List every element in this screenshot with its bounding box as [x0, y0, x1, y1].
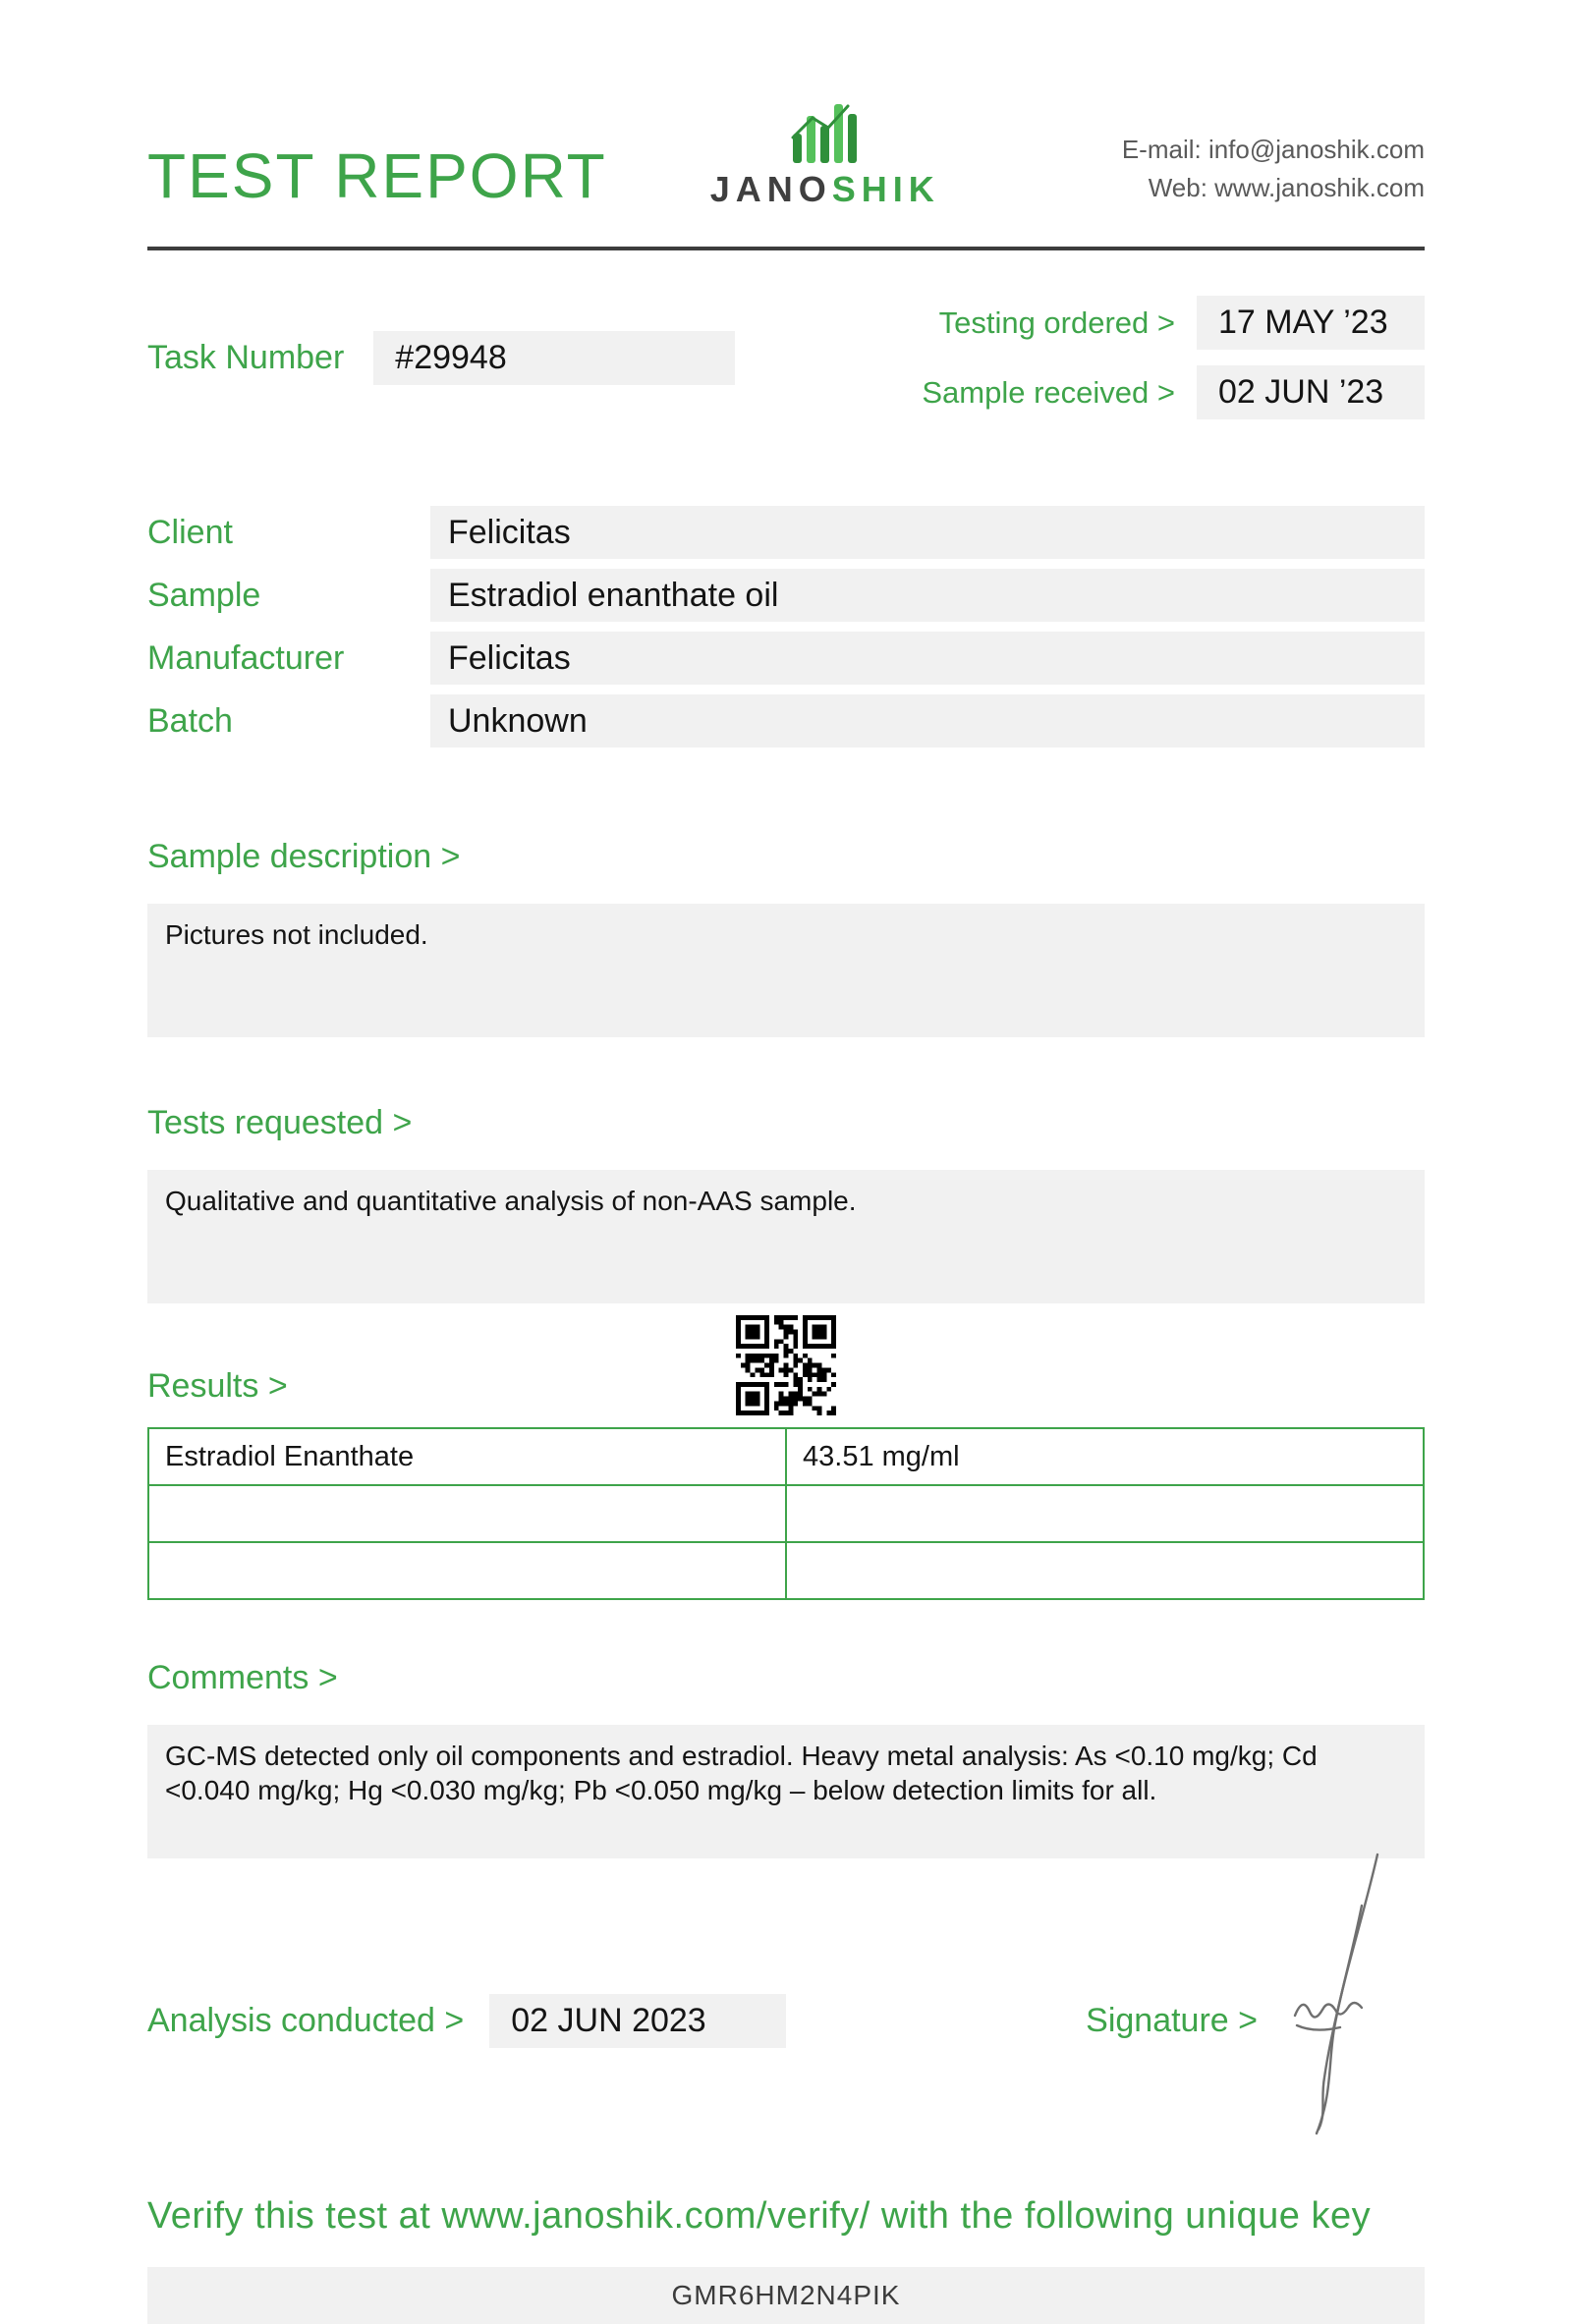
sample-label: Sample [147, 576, 261, 614]
contact-email: E-mail: info@janoshik.com [1121, 135, 1425, 164]
result-value [786, 1485, 1424, 1542]
results-header [147, 1303, 1425, 1419]
results-table [147, 1427, 1425, 1600]
task-number-label: Task Number [147, 338, 345, 376]
analysis-date-value: 02 JUN 2023 [489, 1994, 786, 2048]
sample-received-label: Sample received > [922, 374, 1175, 410]
table-row [148, 1485, 1424, 1542]
result-value [786, 1542, 1424, 1599]
page-title: TEST REPORT [147, 140, 607, 211]
qr-code [736, 1315, 836, 1415]
client-label: Client [147, 513, 233, 551]
client-value: Felicitas [430, 506, 1425, 559]
signature-image [1267, 1847, 1415, 2141]
contact-web: Web: www.janoshik.com [1148, 173, 1425, 202]
unique-key: GMR6HM2N4PIK [147, 2267, 1425, 2324]
comments-body: GC-MS detected only oil components and estradiol. Heavy metal analysis: As <0.10 mg/kg; Cd <0.040 mg/kg; Hg <0.030 mg/kg; Pb <0.050 mg/kg – below detection limits for all. [147, 1725, 1425, 1858]
comments-heading: Comments > [147, 1659, 338, 1696]
batch-label: Batch [147, 701, 233, 740]
info-row-batch [147, 694, 1425, 747]
tests-requested-body: Qualitative and quantitative analysis of non-AAS sample. [147, 1170, 1425, 1303]
result-name [148, 1485, 786, 1542]
batch-value: Unknown [430, 694, 1425, 747]
task-section [147, 296, 1425, 419]
manufacturer-value: Felicitas [430, 632, 1425, 685]
analysis-conducted [147, 1994, 786, 2048]
results-heading: Results > [147, 1367, 288, 1405]
signature-label: Signature > [1086, 2002, 1258, 2039]
bar-chart-logo-icon [710, 98, 940, 168]
result-value: 43.51 mg/ml [786, 1428, 1424, 1485]
testing-ordered-row [939, 296, 1425, 350]
manufacturer-label: Manufacturer [147, 638, 345, 677]
sample-description-heading: Sample description > [147, 838, 461, 875]
analysis-signature-row [147, 1994, 1425, 2048]
info-row-manufacturer [147, 632, 1425, 685]
task-number-value: #29948 [373, 331, 735, 385]
info-row-sample [147, 569, 1425, 622]
sample-info-section [147, 506, 1425, 747]
report-header [147, 0, 1425, 211]
result-name: Estradiol Enanthate [148, 1428, 786, 1485]
contact-info [1122, 131, 1425, 207]
testing-ordered-value: 17 MAY ’23 [1197, 296, 1425, 350]
result-name [148, 1542, 786, 1599]
sample-received-row [922, 365, 1425, 419]
sample-value: Estradiol enanthate oil [430, 569, 1425, 622]
table-row [148, 1428, 1424, 1485]
logo-shik: SHIK [831, 169, 940, 209]
verify-instruction: Verify this test at www.janoshik.com/verify/ with the following unique key [147, 2195, 1372, 2237]
header-divider [147, 247, 1425, 250]
janoshik-logo [710, 98, 940, 207]
logo-wordmark [709, 169, 940, 209]
sample-description-body: Pictures not included. [147, 904, 1425, 1037]
sample-received-value: 02 JUN ’23 [1197, 365, 1425, 419]
testing-ordered-label: Testing ordered > [938, 304, 1175, 340]
info-row-client [147, 506, 1425, 559]
table-row [148, 1542, 1424, 1599]
tests-requested-heading: Tests requested > [147, 1104, 413, 1141]
analysis-conducted-label: Analysis conducted > [147, 2002, 465, 2039]
logo-jano: JANO [709, 169, 832, 209]
